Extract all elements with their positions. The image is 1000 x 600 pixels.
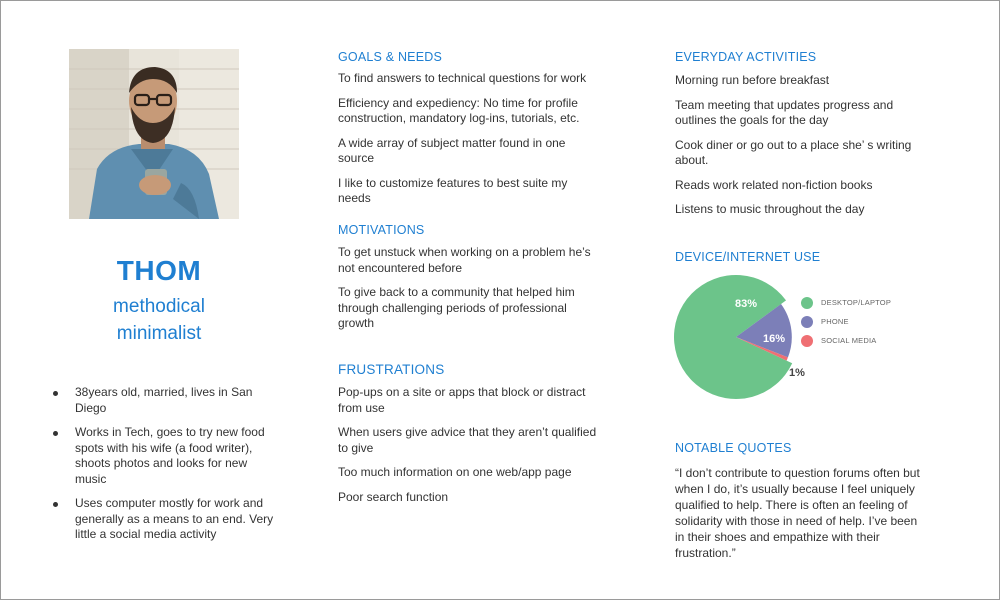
quotes-heading: NOTABLE QUOTES <box>675 441 792 455</box>
activities-item: Listens to music throughout the day <box>675 202 865 216</box>
activities-heading: EVERYDAY ACTIVITIES <box>675 50 817 64</box>
legend-item-phone <box>801 312 891 331</box>
bio-list <box>51 385 281 552</box>
activities-list <box>675 73 915 227</box>
tagline-line-2: minimalist <box>116 323 202 344</box>
frustrations-item: Pop-ups on a site or apps that block or distract from use <box>338 385 586 415</box>
motivations-heading: MOTIVATIONS <box>338 223 425 237</box>
activities-item: Morning run before breakfast <box>675 73 830 87</box>
bio-item: Works in Tech, goes to try new food spots with his wife (a food writer), shoots photos and looks for new music <box>51 425 281 487</box>
goals-item: A wide array of subject matter found in one source <box>338 135 566 165</box>
activities-item: Team meeting that updates progress and outlines the goals for the day <box>675 97 894 127</box>
device-pie-chart <box>666 276 805 401</box>
pie-label-desktop: 83% <box>734 298 758 310</box>
avatar-photo <box>69 49 239 219</box>
persona-tagline <box>61 293 257 347</box>
goals-item: To find answers to technical questions for work <box>338 71 587 85</box>
legend-label-desktop: DESKTOP/LAPTOP <box>821 298 892 307</box>
frustrations-heading: FRUSTRATIONS <box>338 362 445 377</box>
legend-swatch-phone <box>801 316 813 328</box>
tagline-line-1: methodical <box>113 296 205 317</box>
notable-quote: “I don’t contribute to question forums often but when I do, it’s usually because I feel uniquely qualified to help. There is often an feeling of solidarity with those in need of help. I’ve been in their shoes and empathize with their frustration.” <box>675 466 920 560</box>
legend-item-desktop <box>801 293 891 312</box>
frustrations-item: Too much information on one web/app page <box>338 465 572 479</box>
legend-label-phone: PHONE <box>821 317 849 326</box>
legend-item-social <box>801 331 891 350</box>
pie-label-phone: 16% <box>762 333 786 345</box>
avatar <box>69 49 239 219</box>
frustrations-item: Poor search function <box>338 489 449 504</box>
frustrations-item: When users give advice that they aren’t qualified to give <box>338 425 597 455</box>
device-heading: DEVICE/INTERNET USE <box>675 250 821 264</box>
bio-item: 38years old, married, lives in San Diego <box>51 385 281 416</box>
motivations-item: To give back to a community that helped him through challenging periods of professional growth <box>338 285 575 330</box>
goals-item: Efficiency and expediency: No time for profile construction, mandatory log-ins, tutorials, etc. <box>338 95 580 125</box>
legend-label-social: SOCIAL MEDIA <box>821 336 877 345</box>
activities-item: Reads work related non-fiction books <box>675 177 873 192</box>
persona-name: THOM <box>116 255 202 286</box>
legend-swatch-social <box>801 335 813 347</box>
legend-swatch-desktop <box>801 297 813 309</box>
motivations-list <box>338 245 603 341</box>
bio-item: Uses computer mostly for work and generally as a means to an end. Very little a social media activity <box>51 496 281 543</box>
activities-item: Cook diner or go out to a place she’ s writing about. <box>675 137 912 167</box>
pie-label-social: 1% <box>789 367 805 379</box>
motivations-item: To get unstuck when working on a problem he’s not encountered before <box>338 245 591 275</box>
goals-list <box>338 71 603 216</box>
frustrations-list <box>338 385 603 514</box>
pie-legend <box>801 293 891 350</box>
goals-item: I like to customize features to best suite my needs <box>338 175 568 205</box>
goals-heading: GOALS & NEEDS <box>338 50 443 64</box>
